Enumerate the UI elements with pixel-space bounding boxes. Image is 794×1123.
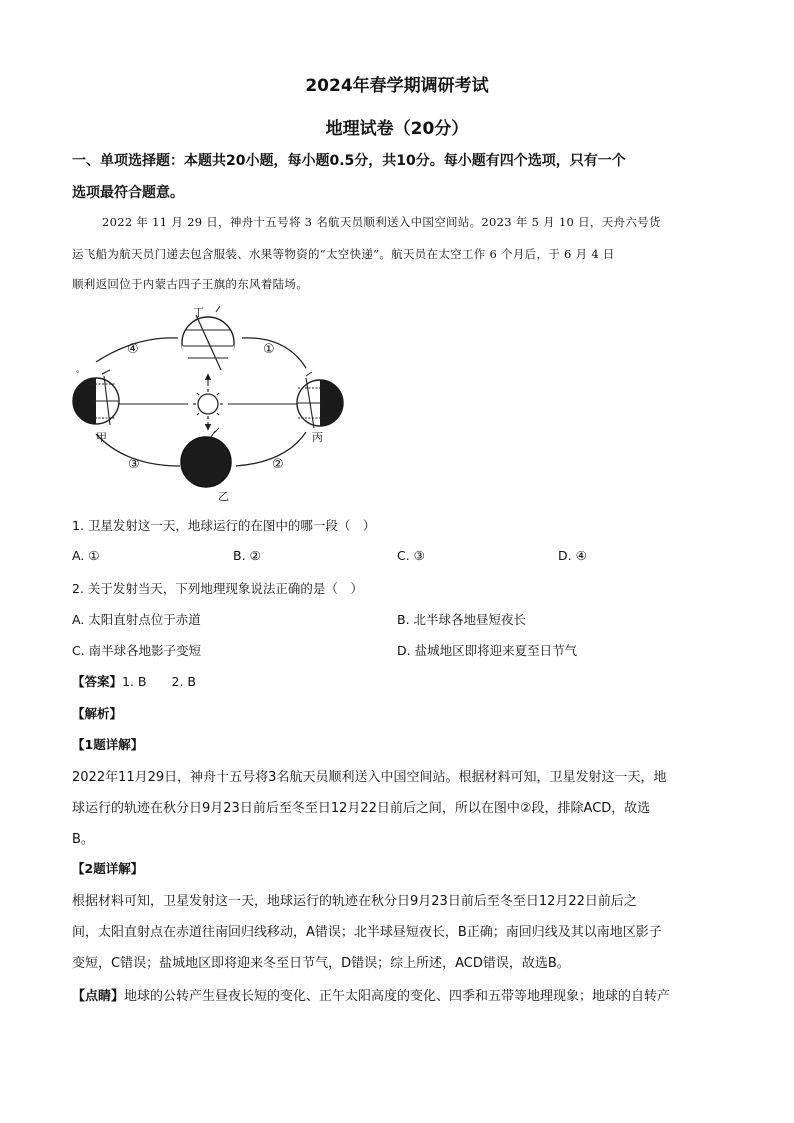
exam-title: 2024年春学期调研考试 (305, 76, 489, 96)
answer-text: 1. B 2. B (122, 674, 196, 689)
question-2-option-b[interactable]: B. 北半球各地昼短夜长 (397, 612, 527, 627)
detail-2-line3: 变短，C错误；盐城地区即将迎来冬至日节气，D错误；综上所述，ACD错误，故选B。 (72, 956, 570, 971)
question-1-option-d[interactable]: D. ④ (558, 548, 587, 563)
label-seg1: ① (263, 342, 275, 357)
earth-bottom (181, 428, 231, 487)
detail-1-label: 【1题详解】 (72, 737, 144, 752)
detail-1-line3: B。 (72, 832, 94, 847)
comment-label: 【点睛】 (72, 989, 125, 1004)
comment-text: 地球的公转产生昼夜长短的变化、正午太阳高度的变化、四季和五带等地理现象；地球的自转产 (124, 989, 671, 1004)
question-1-stem: 1. 卫星发射这一天，地球运行的在图中的哪一段（ ） (72, 518, 376, 533)
section-heading-line1: 一、单项选择题：本题共20小题，每小题0.5分，共10分。每小题有四个选项，只有一个 (72, 153, 626, 169)
detail-2-line2: 间，太阳直射点在赤道往南回归线移动，A错误；北半球昼短夜长，B正确；南回归线及其以南地区影子 (72, 925, 662, 940)
material-line1: 2022 年 11 月 29 日，神舟十五号将 3 名航天员顺利送入中国空间站。2023 年 5 月 10 日，天舟六号货 (102, 215, 661, 229)
label-seg2: ② (272, 457, 284, 472)
label-bing: 丙 (312, 431, 323, 444)
question-1-option-a[interactable]: A. ① (72, 548, 100, 563)
detail-2-line1: 根据材料可知，卫星发射这一天，地球运行的轨迹在秋分日9月23日前后至冬至日12月22日前后之 (72, 894, 637, 909)
question-2-option-c[interactable]: C. 南半球各地影子变短 (72, 643, 202, 658)
earth-right (297, 372, 343, 428)
comment-line (72, 985, 670, 1004)
question-2-option-d[interactable]: D. 盐城地区即将迎来夏至日节气 (397, 643, 578, 658)
section-heading-line2: 选项最符合题意。 (72, 185, 184, 201)
label-small-mark: 。 (76, 365, 86, 375)
analysis-label: 【解析】 (72, 706, 123, 721)
question-2-stem: 2. 关于发射当天，下列地理现象说法正确的是（ ） (72, 581, 363, 596)
sun-icon (193, 389, 223, 419)
label-yi: 乙 (218, 490, 229, 503)
earth-orbit-diagram (66, 300, 356, 505)
answer-line (72, 672, 196, 690)
orbit-arc-2 (236, 432, 306, 466)
exam-subtitle: 地理试卷（20分） (325, 119, 469, 139)
earth-top (182, 306, 234, 372)
detail-1-line1: 2022年11月29日，神舟十五号将3名航天员顺利送入中国空间站。根据材料可知，卫星发射这一天，地 (72, 770, 667, 785)
detail-1-line2: 球运行的轨迹在秋分日9月23日前后至冬至日12月22日前后之间，所以在图中②段，排除ACD，故选 (72, 801, 651, 816)
question-1-option-c[interactable]: C. ③ (397, 548, 425, 563)
label-seg4: ④ (127, 342, 139, 357)
label-jia: 甲 (96, 431, 107, 444)
detail-2-label: 【2题详解】 (72, 861, 144, 876)
earth-left (73, 370, 119, 425)
material-line3: 顺利返回位于内蒙古四子王旗的东风着陆场。 (72, 277, 308, 291)
label-ding: 丁 (193, 306, 204, 319)
label-seg3: ③ (128, 457, 140, 472)
question-2-option-a[interactable]: A. 太阳直射点位于赤道 (72, 612, 201, 627)
answer-label: 【答案】 (72, 674, 123, 689)
question-1-option-b[interactable]: B. ② (233, 548, 261, 563)
material-line2: 运飞船为航天员门递去包含服装、水果等物资的“太空快递”。航天员在太空工作 6 个月后，于 6 月 4 日 (72, 247, 615, 261)
